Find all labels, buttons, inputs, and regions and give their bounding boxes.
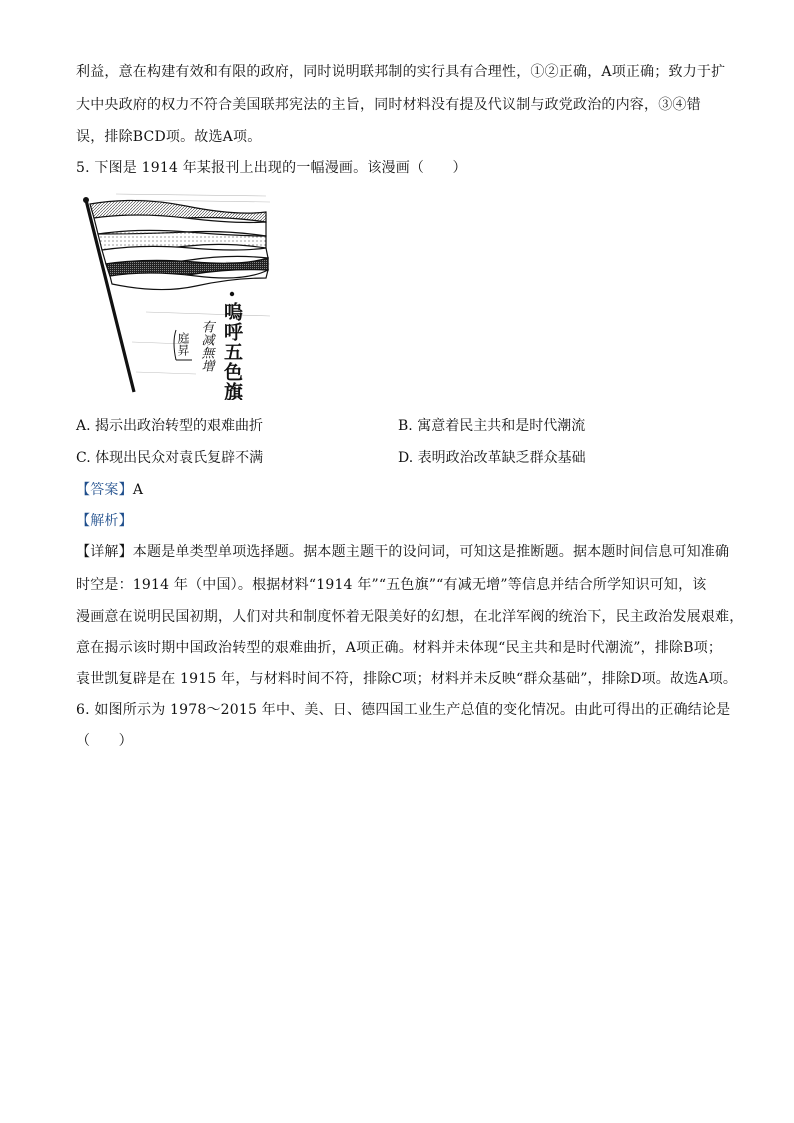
detail-line-3: 漫画意在说明民国初期，人们对共和制度怀着无限美好的幻想，在北洋军阀的统治下，民主政治发展艰难， [76,609,744,625]
analysis-line [76,511,133,531]
question-6-stem-line-1: 6. 如图所示为 1978～2015 年中、美、日、德四国工业生产总值的变化情况。由此可得出的正确结论是 [76,702,731,718]
option-b: B. 寓意着民主共和是时代潮流 [398,418,586,434]
detail-line-2: 时空是：1914 年（中国）。根据材料“1914 年”“五色旗”“有减无增”等信息并结合所学知识可知，该 [76,577,707,593]
prev-explanation-line-3: 误，排除BCD项。故选A项。 [76,129,262,145]
option-d: D. 表明政治改革缺乏群众基础 [398,450,586,466]
prev-explanation-line-2: 大中央政府的权力不符合美国联邦宪法的主旨，同时材料没有提及代议制与政党政治的内容，③④错 [76,97,701,113]
question-6-stem-line-2: （ ） [76,733,133,749]
answer-tag: 【答案】 [76,482,133,498]
cartoon-five-color-flag [76,192,272,400]
analysis-tag: 【解析】 [76,513,133,529]
answer-value: A [132,482,144,498]
detail-line-1: 【详解】本题是单类型单项选择题。据本题主题干的设问词，可知这是推断题。据本题时间信息可知准确 [76,544,730,560]
question-5-stem: 5. 下图是 1914 年某报刊上出现的一幅漫画。该漫画（ ） [76,160,467,176]
cartoon-signature: 庭昇 [176,332,190,356]
pole-finial [83,197,89,203]
prev-explanation-line-1: 利益，意在构建有效和有限的政府，同时说明联邦制的实行具有合理性，①②正确，A项正确；致力于扩 [76,64,726,80]
answer-line [76,480,143,500]
cartoon-title: 嗚呼五色旗 [221,302,243,400]
cartoon-subtitle: 有减無增 [198,320,214,372]
option-a: A. 揭示出政治转型的艰难曲折 [76,418,264,434]
option-c: C. 体现出民众对袁氏复辟不满 [76,450,264,466]
cartoon-svg [76,192,272,400]
detail-line-4: 意在揭示该时期中国政治转型的艰难曲折，A项正确。材料并未体现“民主共和是时代潮流”，排除B项； [76,640,723,656]
five-color-flag [90,200,268,289]
detail-line-5: 袁世凯复辟是在 1915 年，与材料时间不符，排除C项；材料并未反映“群众基础”，排除D项。故选A项。 [76,671,738,687]
title-dot [230,292,234,296]
